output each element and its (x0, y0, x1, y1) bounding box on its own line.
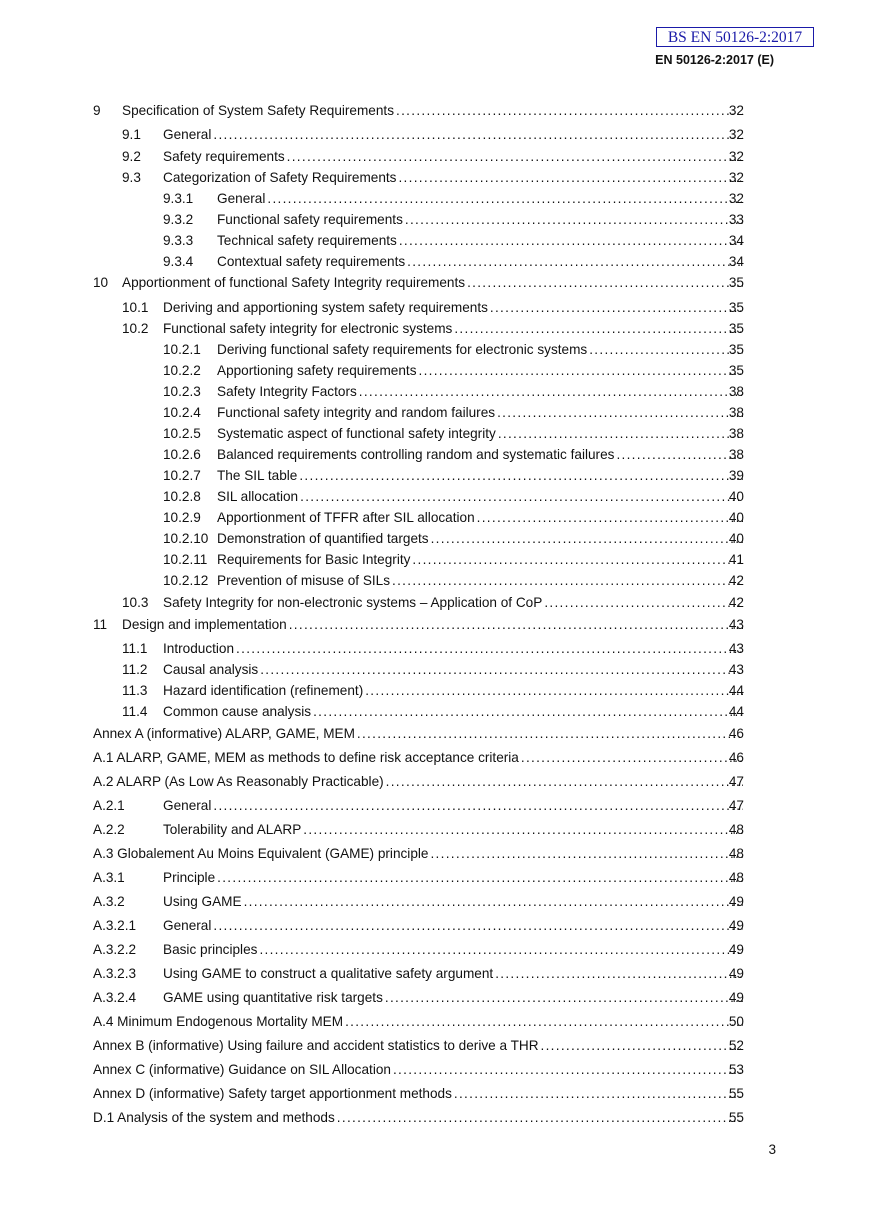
dot-leader (497, 404, 743, 422)
toc-entry-title-text: General (217, 191, 266, 206)
toc-entry-title (163, 148, 743, 166)
toc-entry-page: 34 (728, 254, 744, 269)
toc-entry (0, 551, 869, 569)
toc-entry-title-text: Balanced requirements controlling random and systematic failures (217, 447, 615, 462)
toc-entry-title-text: Annex C (informative) Guidance on SIL Allocation (93, 1062, 391, 1077)
toc-entry-title (163, 661, 743, 679)
toc-entry (0, 965, 869, 983)
toc-entry-title-text: Requirements for Basic Integrity (217, 552, 411, 567)
toc-entry-page: 49 (728, 966, 744, 981)
toc-entry-title-text: Basic principles (163, 942, 258, 957)
toc-entry-page: 40 (728, 531, 744, 546)
toc-entry (0, 640, 869, 658)
dot-leader (498, 425, 743, 443)
dot-leader (412, 551, 743, 569)
toc-entry (0, 341, 869, 359)
toc-entry-number: 10.2.10 (163, 531, 209, 546)
toc-entry (0, 749, 869, 767)
toc-entry-number: 10.2.5 (163, 426, 201, 441)
toc-entry-page: 43 (728, 641, 744, 656)
dot-leader (217, 869, 743, 887)
toc-entry (0, 661, 869, 679)
dot-leader (345, 1013, 743, 1031)
toc-entry-title-text: Using GAME to construct a qualitative safety argument (163, 966, 494, 981)
toc-entry (0, 274, 869, 292)
toc-entry-title (217, 551, 743, 569)
toc-entry-page: 49 (728, 894, 744, 909)
toc-entry-title-text: SIL allocation (217, 489, 299, 504)
toc-entry-page: 46 (728, 726, 744, 741)
toc-entry-title (217, 509, 743, 527)
toc-entry (0, 1061, 869, 1079)
toc-entry (0, 616, 869, 634)
dot-leader (365, 682, 743, 700)
toc-entry-title-text: Contextual safety requirements (217, 254, 406, 269)
dot-leader (313, 703, 743, 721)
toc-entry (0, 773, 869, 791)
dot-leader (386, 773, 743, 791)
toc-entry-title-text: Systematic aspect of functional safety integrity (217, 426, 496, 441)
toc-entry-number: 10.2.7 (163, 468, 201, 483)
toc-entry-title (122, 616, 743, 634)
toc-entry-title-text: Causal analysis (163, 662, 259, 677)
toc-entry-title (93, 845, 743, 863)
toc-entry (0, 530, 869, 548)
toc-entry-title (163, 640, 743, 658)
toc-entry-title (217, 446, 743, 464)
dot-leader (477, 509, 743, 527)
toc-entry-page: 38 (728, 405, 744, 420)
toc-entry (0, 232, 869, 250)
toc-entry-title-text: Common cause analysis (163, 704, 312, 719)
toc-entry-page: 40 (728, 510, 744, 525)
toc-entry-number: A.2.2 (93, 822, 125, 837)
toc-entry-title (163, 299, 743, 317)
dot-leader (213, 126, 743, 144)
dot-leader (244, 893, 743, 911)
toc-entry-title (163, 989, 743, 1007)
toc-entry-page: 47 (728, 774, 744, 789)
toc-entry-title-text: Demonstration of quantified targets (217, 531, 429, 546)
toc-entry-title (217, 467, 743, 485)
toc-entry-title-text: Safety Integrity for non-electronic systems – Application of CoP (163, 595, 543, 610)
toc-entry-title-text: A.1 ALARP, GAME, MEM as methods to define risk acceptance criteria (93, 750, 519, 765)
toc-entry (0, 869, 869, 887)
toc-entry-title-text: Prevention of misuse of SILs (217, 573, 391, 588)
dot-leader (337, 1109, 743, 1127)
toc-entry-title (163, 320, 743, 338)
toc-entry-number: 11.3 (122, 683, 148, 698)
toc-entry-page: 43 (728, 662, 744, 677)
toc-entry-page: 32 (728, 170, 744, 185)
toc-entry-title (93, 1109, 743, 1127)
toc-entry-page: 32 (728, 103, 744, 118)
toc-entry-title-text: Functional safety integrity for electronic systems (163, 321, 453, 336)
dot-leader (213, 797, 743, 815)
toc-entry-number: 9 (93, 103, 101, 118)
dot-leader (544, 594, 743, 612)
toc-entry (0, 488, 869, 506)
toc-entry (0, 1013, 869, 1031)
toc-entry-number: 9.3.2 (163, 212, 194, 227)
document-id: EN 50126-2:2017 (E) (655, 53, 774, 67)
dot-leader (430, 845, 743, 863)
toc-entry-title (163, 965, 743, 983)
toc-entry-title-text: General (163, 918, 212, 933)
toc-entry-title-text: Using GAME (163, 894, 242, 909)
toc-entry-page: 35 (728, 363, 744, 378)
toc-entry-title (217, 190, 743, 208)
toc-entry-title (217, 362, 743, 380)
dot-leader (399, 232, 743, 250)
toc-entry (0, 893, 869, 911)
toc-entry-title-text: Deriving and apportioning system safety requirements (163, 300, 488, 315)
toc-entry-title (217, 253, 743, 271)
toc-entry-title (163, 594, 743, 612)
toc-entry-number: 10.2.2 (163, 363, 201, 378)
dot-leader (392, 572, 743, 590)
toc-entry-page: 35 (728, 321, 744, 336)
toc-entry-title (163, 941, 743, 959)
toc-entry-title-text: Technical safety requirements (217, 233, 397, 248)
toc-entry-number: 9.2 (122, 149, 141, 164)
toc-entry-page: 44 (728, 704, 744, 719)
toc-entry-title-text: Hazard identification (refinement) (163, 683, 364, 698)
dot-leader (541, 1037, 743, 1055)
toc-entry-title (93, 1037, 743, 1055)
toc-entry-title-text: Deriving functional safety requirements for electronic systems (217, 342, 588, 357)
toc-entry-page: 40 (728, 489, 744, 504)
toc-entry-title-text: Safety requirements (163, 149, 285, 164)
toc-entry (0, 917, 869, 935)
standard-stamp: BS EN 50126-2:2017 (656, 27, 814, 47)
toc-entry-title (163, 703, 743, 721)
toc-entry (0, 572, 869, 590)
toc-entry-title (163, 126, 743, 144)
dot-leader (396, 102, 743, 120)
toc-entry-title (93, 1061, 743, 1079)
toc-entry-title (93, 725, 743, 743)
toc-entry-title-text: Categorization of Safety Requirements (163, 170, 397, 185)
toc-entry (0, 941, 869, 959)
dot-leader (393, 1061, 743, 1079)
toc-entry-number: 10 (93, 275, 109, 290)
toc-entry (0, 320, 869, 338)
toc-entry (0, 102, 869, 120)
toc-entry-page: 39 (728, 468, 744, 483)
dot-leader (303, 821, 743, 839)
toc-entry-page: 48 (728, 870, 744, 885)
toc-entry-page: 32 (728, 191, 744, 206)
toc-entry (0, 682, 869, 700)
toc-entry-title (122, 102, 743, 120)
dot-leader (495, 965, 743, 983)
toc-entry-number: A.3.2.2 (93, 942, 137, 957)
toc-entry-title (217, 404, 743, 422)
toc-entry-number: 9.3.1 (163, 191, 194, 206)
page-number: 3 (768, 1142, 776, 1157)
toc-entry-number: A.3.1 (93, 870, 125, 885)
toc-entry-title-text: Annex A (informative) ALARP, GAME, MEM (93, 726, 355, 741)
dot-leader (213, 917, 743, 935)
dot-leader (287, 148, 743, 166)
dot-leader (431, 530, 743, 548)
toc-entry-page: 55 (728, 1086, 744, 1101)
toc-entry-title (217, 232, 743, 250)
dot-leader (419, 362, 744, 380)
toc-entry-title-text: Safety Integrity Factors (217, 384, 357, 399)
toc-entry (0, 703, 869, 721)
toc-entry-title (217, 530, 743, 548)
toc-entry-page: 52 (728, 1038, 744, 1053)
toc-entry-number: 10.2.4 (163, 405, 201, 420)
toc-entry (0, 190, 869, 208)
dot-leader (405, 211, 743, 229)
toc-entry-title (163, 893, 743, 911)
toc-entry-number: 9.3.3 (163, 233, 194, 248)
toc-entry (0, 467, 869, 485)
dot-leader (385, 989, 743, 1007)
toc-entry-page: 48 (728, 822, 744, 837)
dot-leader (260, 661, 743, 679)
dot-leader (300, 488, 743, 506)
toc-entry-number: A.3.2.1 (93, 918, 137, 933)
dot-leader (236, 640, 743, 658)
toc-entry-title (163, 797, 743, 815)
toc-entry-page: 50 (728, 1014, 744, 1029)
toc-entry-number: A.2.1 (93, 798, 125, 813)
toc-entry (0, 1109, 869, 1127)
toc-entry-title (122, 274, 743, 292)
toc-entry-title (217, 488, 743, 506)
dot-leader (267, 190, 743, 208)
toc-entry-page: 38 (728, 384, 744, 399)
toc-entry-title (93, 1085, 743, 1103)
toc-entry-page: 38 (728, 426, 744, 441)
toc-entry-page: 38 (728, 447, 744, 462)
toc-entry-title-text: Annex D (informative) Safety target apportionment methods (93, 1086, 452, 1101)
toc-entry-number: 10.3 (122, 595, 149, 610)
toc-entry-number: A.3.2 (93, 894, 125, 909)
toc-entry-page: 46 (728, 750, 744, 765)
toc-entry (0, 725, 869, 743)
toc-entry-title (163, 917, 743, 935)
toc-entry-number: 9.1 (122, 127, 141, 142)
toc-entry-number: A.3.2.4 (93, 990, 137, 1005)
toc-entry-page: 55 (728, 1110, 744, 1125)
toc-entry-number: A.3.2.3 (93, 966, 137, 981)
toc-entry-title-text: The SIL table (217, 468, 298, 483)
dot-leader (454, 320, 743, 338)
toc-entry (0, 169, 869, 187)
toc-entry-page: 42 (728, 573, 744, 588)
dot-leader (289, 616, 743, 634)
toc-entry-title-text: Design and implementation (122, 617, 287, 632)
toc-entry-page: 43 (728, 617, 744, 632)
toc-entry-page: 48 (728, 846, 744, 861)
toc-entry (0, 446, 869, 464)
toc-entry-title-text: Introduction (163, 641, 235, 656)
toc-entry-page: 35 (728, 342, 744, 357)
toc-entry-page: 35 (728, 275, 744, 290)
toc-entry (0, 509, 869, 527)
toc-entry-title-text: GAME using quantitative risk targets (163, 990, 383, 1005)
dot-leader (398, 169, 743, 187)
toc-entry-title (217, 341, 743, 359)
dot-leader (357, 725, 743, 743)
toc-entry (0, 404, 869, 422)
toc-entry (0, 797, 869, 815)
toc-entry (0, 253, 869, 271)
toc-entry-page: 49 (728, 918, 744, 933)
toc-entry-number: 11.2 (122, 662, 148, 677)
toc-entry-page: 32 (728, 127, 744, 142)
toc-entry-title-text: A.4 Minimum Endogenous Mortality MEM (93, 1014, 344, 1029)
toc-entry-title (93, 749, 743, 767)
toc-entry-number: 10.2.3 (163, 384, 201, 399)
toc-entry-number: 11.1 (122, 641, 148, 656)
dot-leader (407, 253, 743, 271)
dot-leader (299, 467, 743, 485)
toc-entry-title-text: D.1 Analysis of the system and methods (93, 1110, 335, 1125)
toc-entry-title-text: Apportionment of functional Safety Integrity requirements (122, 275, 466, 290)
dot-leader (490, 299, 743, 317)
toc-entry-page: 49 (728, 990, 744, 1005)
toc-entry-number: 10.2.11 (163, 552, 208, 567)
toc-entry-title-text: Annex B (informative) Using failure and accident statistics to derive a THR (93, 1038, 539, 1053)
toc-entry-title (163, 682, 743, 700)
toc-entry (0, 383, 869, 401)
toc-entry-title (217, 211, 743, 229)
toc-entry-title (217, 383, 743, 401)
toc-entry-page: 49 (728, 942, 744, 957)
toc-entry-title (163, 869, 743, 887)
toc-entry (0, 211, 869, 229)
toc-entry-title (217, 572, 743, 590)
dot-leader (359, 383, 743, 401)
toc-entry-page: 32 (728, 149, 744, 164)
toc-entry-page: 47 (728, 798, 744, 813)
dot-leader (454, 1085, 743, 1103)
toc-entry-page: 33 (728, 212, 744, 227)
toc-entry-page: 44 (728, 683, 744, 698)
toc-entry (0, 594, 869, 612)
toc-entry-title-text: A.2 ALARP (As Low As Reasonably Practicable) (93, 774, 384, 789)
toc-entry (0, 845, 869, 863)
toc-entry-number: 11.4 (122, 704, 148, 719)
toc-entry (0, 299, 869, 317)
toc-entry (0, 126, 869, 144)
toc-entry-title (163, 169, 743, 187)
toc-entry-title-text: Apportioning safety requirements (217, 363, 417, 378)
toc-entry-page: 42 (728, 595, 744, 610)
toc-entry-title (93, 773, 743, 791)
toc-entry-title-text: Apportionment of TFFR after SIL allocation (217, 510, 475, 525)
toc-entry-title-text: General (163, 127, 212, 142)
dot-leader (467, 274, 743, 292)
toc-entry (0, 425, 869, 443)
toc-entry-page: 35 (728, 300, 744, 315)
toc-entry-number: 10.2.1 (163, 342, 201, 357)
toc-entry-number: 11 (93, 617, 108, 632)
toc-entry-title-text: Functional safety requirements (217, 212, 403, 227)
toc-entry-title-text: A.3 Globalement Au Moins Equivalent (GAME) principle (93, 846, 429, 861)
toc-entry (0, 1037, 869, 1055)
toc-entry-number: 10.2.12 (163, 573, 209, 588)
toc-entry (0, 148, 869, 166)
toc-entry (0, 821, 869, 839)
toc-entry-page: 53 (728, 1062, 744, 1077)
toc-entry-page: 34 (728, 233, 744, 248)
toc-entry-number: 10.2 (122, 321, 149, 336)
toc-entry-number: 9.3 (122, 170, 141, 185)
toc-entry-title-text: General (163, 798, 212, 813)
dot-leader (259, 941, 743, 959)
toc-entry-title (163, 821, 743, 839)
toc-entry-title (93, 1013, 743, 1031)
toc-entry (0, 989, 869, 1007)
toc-entry (0, 1085, 869, 1103)
toc-entry-page: 41 (728, 552, 744, 567)
toc-entry-title-text: Principle (163, 870, 216, 885)
dot-leader (521, 749, 743, 767)
toc-entry-number: 10.2.9 (163, 510, 201, 525)
toc-entry-number: 10.1 (122, 300, 149, 315)
toc-entry (0, 362, 869, 380)
toc-entry-title-text: Tolerability and ALARP (163, 822, 302, 837)
toc-entry-title-text: Functional safety integrity and random failures (217, 405, 496, 420)
toc-entry-title (217, 425, 743, 443)
toc-entry-number: 9.3.4 (163, 254, 194, 269)
toc-entry-number: 10.2.8 (163, 489, 201, 504)
toc-entry-number: 10.2.6 (163, 447, 201, 462)
toc-entry-title-text: Specification of System Safety Requirements (122, 103, 395, 118)
